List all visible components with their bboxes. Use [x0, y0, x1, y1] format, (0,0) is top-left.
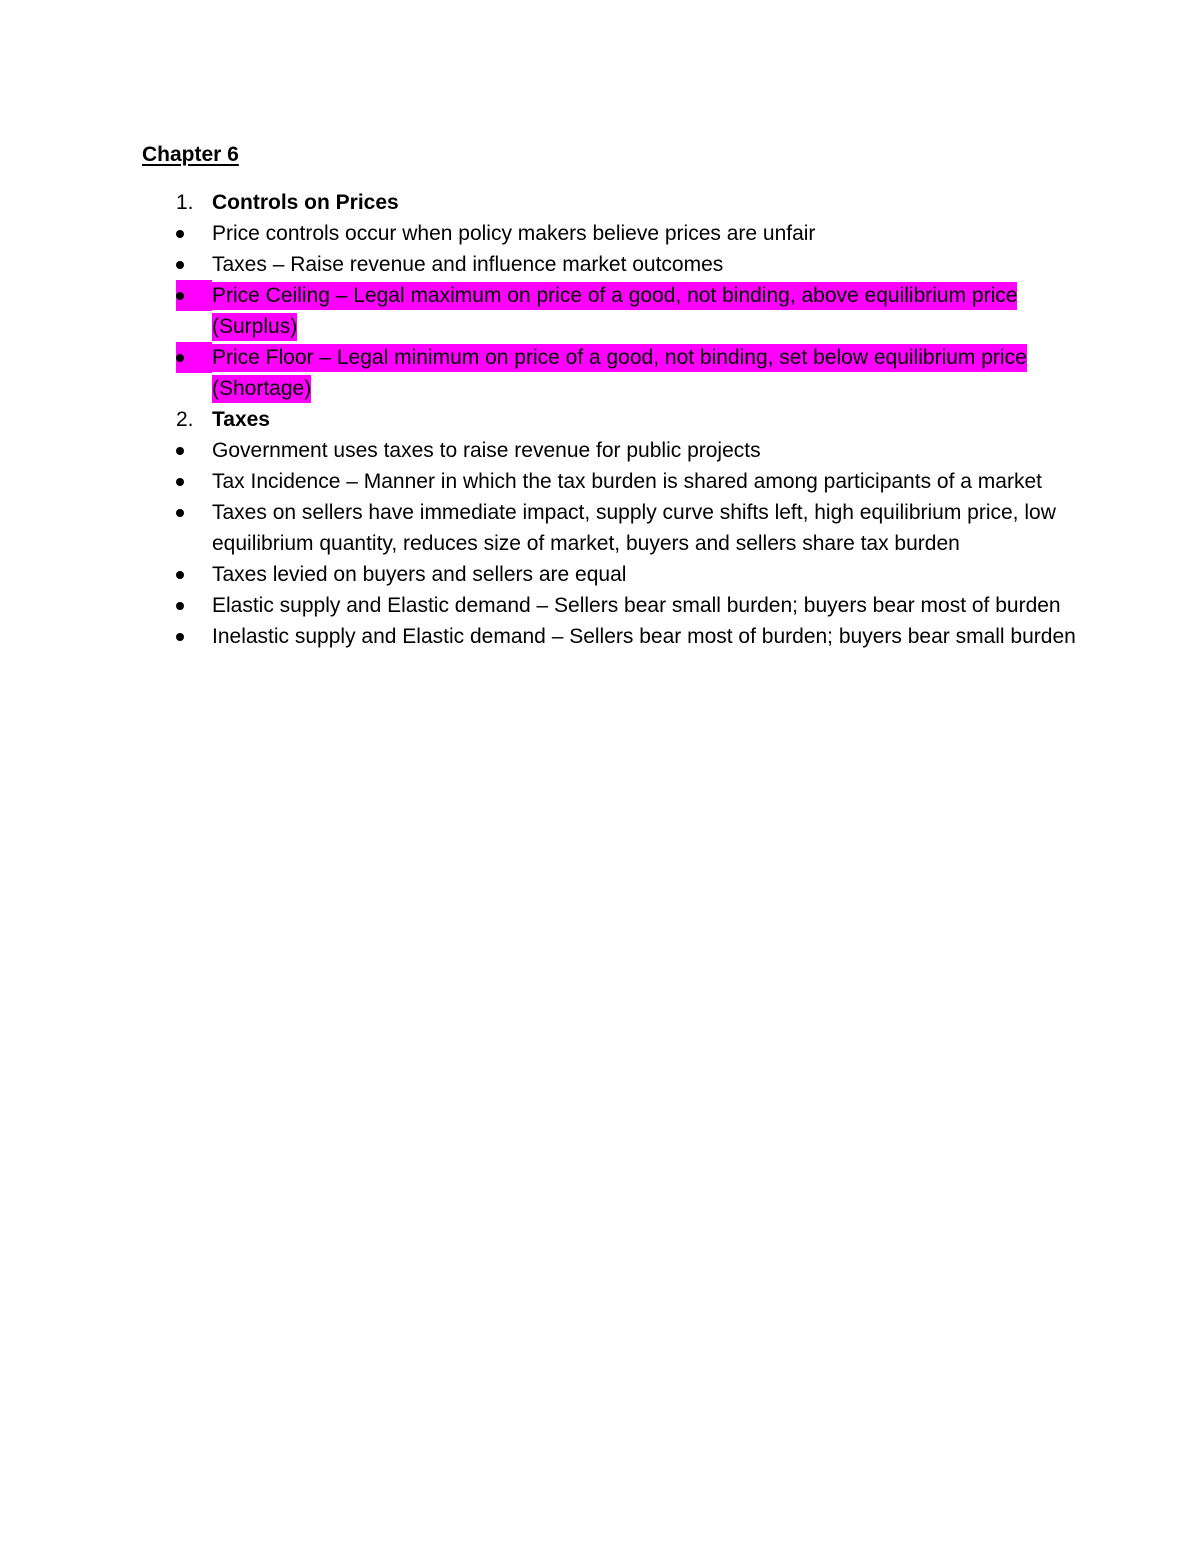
highlighted-list-item	[176, 342, 1076, 404]
list-item-text: Taxes levied on buyers and sellers are equal	[212, 563, 627, 586]
list-item	[176, 466, 1076, 497]
list-item	[176, 497, 1076, 559]
section-heading-text: Taxes	[212, 408, 270, 431]
list-item	[176, 621, 1076, 652]
bullet-icon	[176, 230, 184, 238]
list-item	[176, 590, 1076, 621]
section-heading	[176, 404, 1076, 435]
list-item	[176, 559, 1076, 590]
bullet-icon	[176, 633, 184, 641]
bullet-icon	[176, 571, 184, 579]
bullet-icon	[176, 478, 184, 486]
bullet-icon	[176, 509, 184, 517]
list-item	[176, 249, 1076, 280]
list-item-text: Price Ceiling – Legal maximum on price of a good, not binding, above equilibrium price (Surplus)	[212, 282, 1017, 341]
section-heading	[176, 187, 1076, 218]
list-item-text: Price controls occur when policy makers believe prices are unfair	[212, 222, 816, 245]
list-item	[176, 435, 1076, 466]
page-title: Chapter 6	[142, 143, 239, 166]
list-item-text: Government uses taxes to raise revenue for public projects	[212, 439, 761, 462]
list-item-text: Price Floor – Legal minimum on price of a good, not binding, set below equilibrium price (Shortage)	[212, 344, 1027, 403]
highlighted-list-item	[176, 280, 1076, 342]
list-item-text: Tax Incidence – Manner in which the tax burden is shared among participants of a market	[212, 470, 1042, 493]
list-item-text: Elastic supply and Elastic demand – Sellers bear small burden; buyers bear most of burden	[212, 594, 1061, 617]
bullet-icon	[176, 447, 184, 455]
bullet-icon	[176, 261, 184, 269]
section-number: 1.	[176, 191, 194, 214]
list-item-text: Taxes – Raise revenue and influence market outcomes	[212, 253, 724, 276]
bullet-icon	[176, 292, 184, 300]
list-item-text: Taxes on sellers have immediate impact, supply curve shifts left, high equilibrium price, low equilibrium quantity, reduces size of market, buyers and sellers share tax burden	[212, 501, 1056, 555]
section-heading-text: Controls on Prices	[212, 191, 399, 214]
section-number: 2.	[176, 408, 194, 431]
list-item-text: Inelastic supply and Elastic demand – Sellers bear most of burden; buyers bear small burden	[212, 625, 1076, 648]
bullet-icon	[176, 602, 184, 610]
bullet-icon	[176, 354, 184, 362]
list-item	[176, 218, 1076, 249]
outline-list	[176, 187, 1076, 652]
